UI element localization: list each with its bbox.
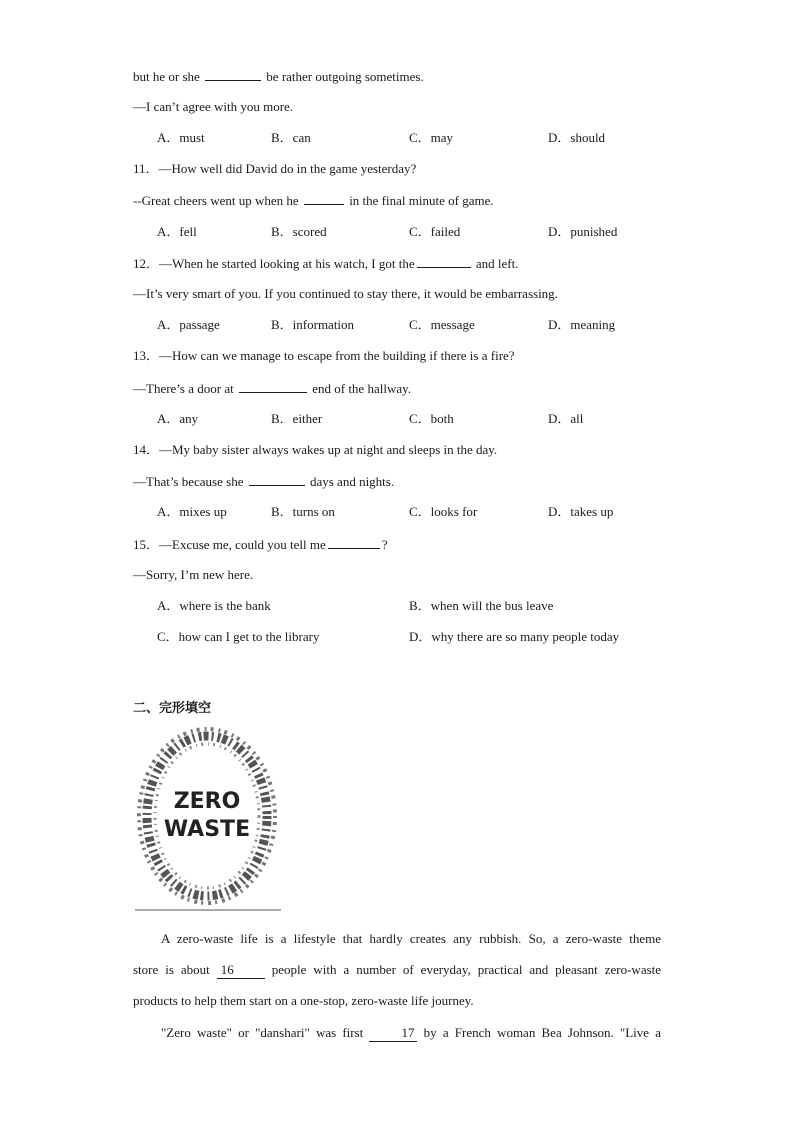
q14-stem: 14．—My baby sister always wakes up at night and sleeps in the day. <box>133 442 498 457</box>
passage-line: "Zero waste" or "danshari" was first 17 by a French woman Bea Johnson. "Live a <box>161 1025 662 1040</box>
q12-option-d[interactable]: D．meaning <box>548 317 616 332</box>
answer-blank[interactable] <box>249 473 305 486</box>
q10-option-a[interactable]: A．must <box>157 130 205 145</box>
blank-16[interactable]: 16 <box>217 962 265 979</box>
q10-option-b[interactable]: B．can <box>271 130 311 145</box>
logo-text-zero: ZERO <box>173 789 241 814</box>
passage-line: A zero-waste life is a lifestyle that hardly creates any rubbish. So, a zero-waste theme <box>161 931 661 946</box>
q12-option-c[interactable]: C．message <box>409 317 475 332</box>
q13-option-d[interactable]: D．all <box>548 411 584 426</box>
answer-blank[interactable] <box>239 380 307 393</box>
q12-reply: —It’s very smart of you. If you continued to stay there, it would be embarrassing. <box>133 286 558 301</box>
q13-option-c[interactable]: C．both <box>409 411 454 426</box>
answer-blank[interactable] <box>304 192 344 205</box>
passage-line: store is about 16 people with a number of everyday, practical and pleasant zero-waste <box>133 962 662 977</box>
answer-blank[interactable] <box>328 536 380 549</box>
q15-option-a[interactable]: A．where is the bank <box>157 598 271 613</box>
answer-blank[interactable] <box>205 68 261 81</box>
q14-option-b[interactable]: B．turns on <box>271 504 335 519</box>
q13-option-b[interactable]: B．either <box>271 411 323 426</box>
q13-stem: 13．—How can we manage to escape from the building if there is a fire? <box>133 348 515 363</box>
q15-reply: —Sorry, I’m new here. <box>133 567 254 582</box>
q15-stem: 15．—Excuse me, could you tell me ? <box>133 537 388 552</box>
q14-option-c[interactable]: C．looks for <box>409 504 478 519</box>
q13-option-a[interactable]: A．any <box>157 411 199 426</box>
q13-reply: —There’s a door at end of the hallway. <box>133 381 412 396</box>
q11-option-c[interactable]: C．failed <box>409 224 461 239</box>
q15-option-c[interactable]: C．how can I get to the library <box>157 629 320 644</box>
logo-text-waste: WASTE <box>163 817 251 842</box>
q11-option-b[interactable]: B．scored <box>271 224 327 239</box>
q10-reply: —I can’t agree with you more. <box>133 99 294 114</box>
q14-option-d[interactable]: D．takes up <box>548 504 614 519</box>
q14-reply: —That’s because she days and nights. <box>133 474 395 489</box>
q11-reply: --Great cheers went up when he in the final minute of game. <box>133 193 494 208</box>
q12-stem: 12．—When he started looking at his watch, I got the and left. <box>133 256 519 271</box>
q15-option-b[interactable]: B．when will the bus leave <box>409 598 554 613</box>
section-title: 二、完形填空 <box>133 701 212 716</box>
q15-option-d[interactable]: D．why there are so many people today <box>409 629 620 644</box>
q10-option-c[interactable]: C．may <box>409 130 454 145</box>
q10-option-d[interactable]: D．should <box>548 130 606 145</box>
q10-stem-continued: but he or she be rather outgoing sometimes. <box>133 69 424 84</box>
q11-option-d[interactable]: D．punished <box>548 224 618 239</box>
answer-blank[interactable] <box>417 255 471 268</box>
passage-line: products to help them start on a one-stop, zero-waste life journey. <box>133 993 474 1008</box>
zero-waste-logo-image <box>133 722 283 912</box>
icon-ring <box>139 729 275 903</box>
q12-option-b[interactable]: B．information <box>271 317 355 332</box>
q14-option-a[interactable]: A．mixes up <box>157 504 227 519</box>
blank-17[interactable]: 17 <box>369 1025 417 1042</box>
q11-option-a[interactable]: A．fell <box>157 224 197 239</box>
q12-option-a[interactable]: A．passage <box>157 317 220 332</box>
q11-stem: 11．—How well did David do in the game yesterday? <box>133 161 417 176</box>
